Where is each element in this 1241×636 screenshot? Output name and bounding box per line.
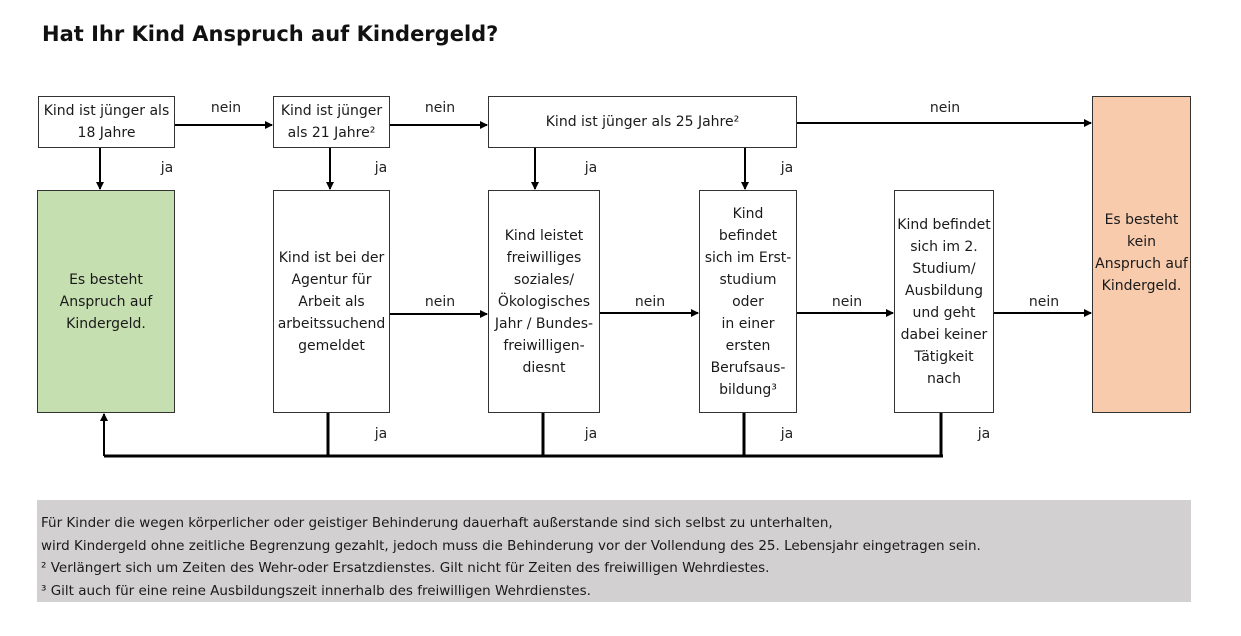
footnote-line: wird Kindergeld ohne zeitliche Begrenzung gezahlt, jedoch muss die Behinderung vor der Vollendung des 25. Lebensjahr eingetragen sein. — [41, 537, 981, 554]
footnote-panel — [37, 500, 1191, 602]
label-nein: nein — [424, 294, 456, 310]
footnote-line: ³ Gilt auch für eine reine Ausbildungszeit innerhalb des freiwilligen Wehrdienstes. — [41, 582, 591, 599]
box-age-under-25: Kind ist jünger als 25 Jahre² — [488, 96, 797, 148]
box-age-under-21: Kind ist jünger als 21 Jahre² — [273, 96, 390, 148]
label-nein: nein — [1028, 294, 1060, 310]
label-nein: nein — [634, 294, 666, 310]
label-ja: ja — [160, 160, 174, 176]
footnote-line: ² Verlängert sich um Zeiten des Wehr-oder Ersatzdienstes. Gilt nicht für Zeiten des freiwilligen Wehrdiestes. — [41, 560, 770, 576]
label-nein: nein — [929, 100, 961, 116]
box-age-under-18: Kind ist jünger als 18 Jahre — [38, 96, 175, 148]
label-ja: ja — [780, 160, 794, 176]
box-agentur: Kind ist bei der Agentur für Arbeit als arbeitssuchend gemeldet — [273, 190, 390, 413]
box-erststudium: Kind befindet sich im Erst- studium oder in einer ersten Berufsaus- bildung³ — [699, 190, 797, 413]
label-nein: nein — [424, 100, 456, 116]
box-zweitstudium: Kind befindet sich im 2. Studium/ Ausbildung und geht dabei keiner Tätigkeit nach — [894, 190, 994, 413]
page-title: Hat Ihr Kind Anspruch auf Kindergeld? — [42, 22, 499, 46]
box-entitled: Es besteht Anspruch auf Kindergeld. — [37, 190, 175, 413]
label-ja: ja — [584, 160, 598, 176]
label-ja: ja — [977, 426, 991, 442]
label-ja: ja — [584, 426, 598, 442]
label-nein: nein — [210, 100, 242, 116]
label-nein: nein — [831, 294, 863, 310]
label-ja: ja — [374, 426, 388, 442]
box-not-entitled: Es besteht kein Anspruch auf Kindergeld. — [1092, 96, 1191, 413]
label-ja: ja — [780, 426, 794, 442]
footnote-line: Für Kinder die wegen körperlicher oder geistiger Behinderung dauerhaft außerstande sind sich selbst zu unterhalten, — [41, 515, 833, 531]
label-ja: ja — [374, 160, 388, 176]
box-freiwillig: Kind leistet freiwilliges soziales/ Ökologisches Jahr / Bundes- freiwilligen- diesnt — [488, 190, 600, 413]
